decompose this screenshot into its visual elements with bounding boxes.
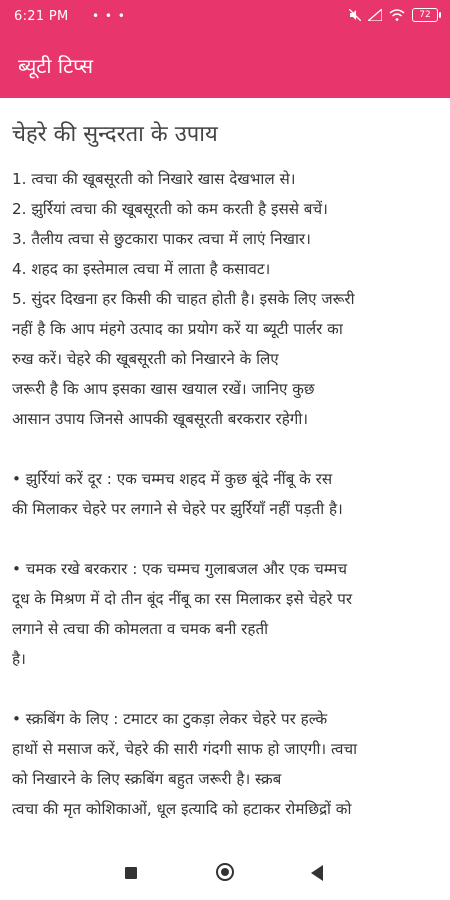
article-line: को निखारने के लिए स्क्रबिंग बहुत जरूरी है। स्क्रब [12, 770, 282, 788]
article-line: 1. त्वचा की खूबसूरती को निखारे खास देखभाल से। [12, 170, 296, 188]
article-line: नहीं है कि आप मंहगे उत्पाद का प्रयोग करें या ब्यूटी पार्लर का [12, 320, 343, 338]
app-title: ब्यूटी टिप्स [18, 54, 93, 78]
status-icons [349, 8, 438, 22]
recents-button[interactable] [125, 867, 137, 879]
paragraph-gap [0, 674, 450, 704]
app-bar [0, 34, 450, 98]
article-heading: चेहरे की सुन्दरता के उपाय [12, 122, 218, 147]
article-line: रुख करें। चेहरे की खूबसूरती को निखारने के लिए [12, 350, 279, 368]
article-line: की मिलाकर चेहरे पर लगाने से चेहरे पर झुर्रियाँ नहीं पड़ती है। [12, 500, 343, 518]
article-line: जरूरी है कि आप इसका खास खयाल रखें। जानिए कुछ [12, 380, 315, 398]
status-bar [0, 0, 450, 34]
back-button[interactable] [311, 865, 323, 881]
paragraph-gap [0, 524, 450, 554]
signal-icon [368, 9, 382, 21]
article-line: हाथों से मसाज करें, चेहरे की सारी गंदगी साफ हो जाएगी। त्वचा [12, 740, 358, 758]
article-line: 2. झुर्रियां त्वचा की खूबसूरती को कम करती है इससे बचें। [12, 200, 328, 218]
mute-icon [349, 9, 361, 21]
article-line: 3. तैलीय त्वचा से छुटकारा पाकर त्वचा में लाएं निखार। [12, 230, 311, 248]
battery-icon: 72 [412, 8, 438, 22]
article-line: लगाने से त्वचा की कोमलता व चमक बनी रहती [12, 620, 269, 638]
article-line: • स्क्रबिंग के लिए : टमाटर का टुकड़ा लेकर चेहरे पर हल्के [12, 710, 328, 728]
home-button[interactable] [216, 863, 234, 881]
paragraph-gap [0, 434, 450, 464]
article-line: आसान उपाय जिनसे आपकी खूबसूरती बरकरार रहेगी। [12, 410, 309, 428]
article-content[interactable] [0, 98, 450, 848]
article-line: दूध के मिश्रण में दो तीन बूंद नींबू का रस मिलाकर इसे चेहरे पर [12, 590, 353, 608]
article-line: • चमक रखे बरकरार : एक चम्मच गुलाबजल और एक चम्मच [12, 560, 347, 578]
article-line: 5. सुंदर दिखना हर किसी की चाहत होती है। इसके लिए जरूरी [12, 290, 355, 308]
status-time: 6:21 PM [14, 9, 69, 24]
article-line: है। [12, 650, 26, 668]
wifi-icon [389, 9, 405, 21]
notification-dots: • • • [92, 9, 126, 23]
article-line: 4. शहद का इस्तेमाल त्वचा में लाता है कसावट। [12, 260, 271, 278]
article-line: • झुर्रियां करें दूर : एक चम्मच शहद में कुछ बूंदे नींबू के रस [12, 470, 333, 488]
article-line: त्वचा की मृत कोशिकाओं, धूल इत्यादि को हटाकर रोमछिद्रों को [12, 800, 352, 818]
navigation-bar [0, 848, 450, 900]
article-body [0, 164, 450, 824]
